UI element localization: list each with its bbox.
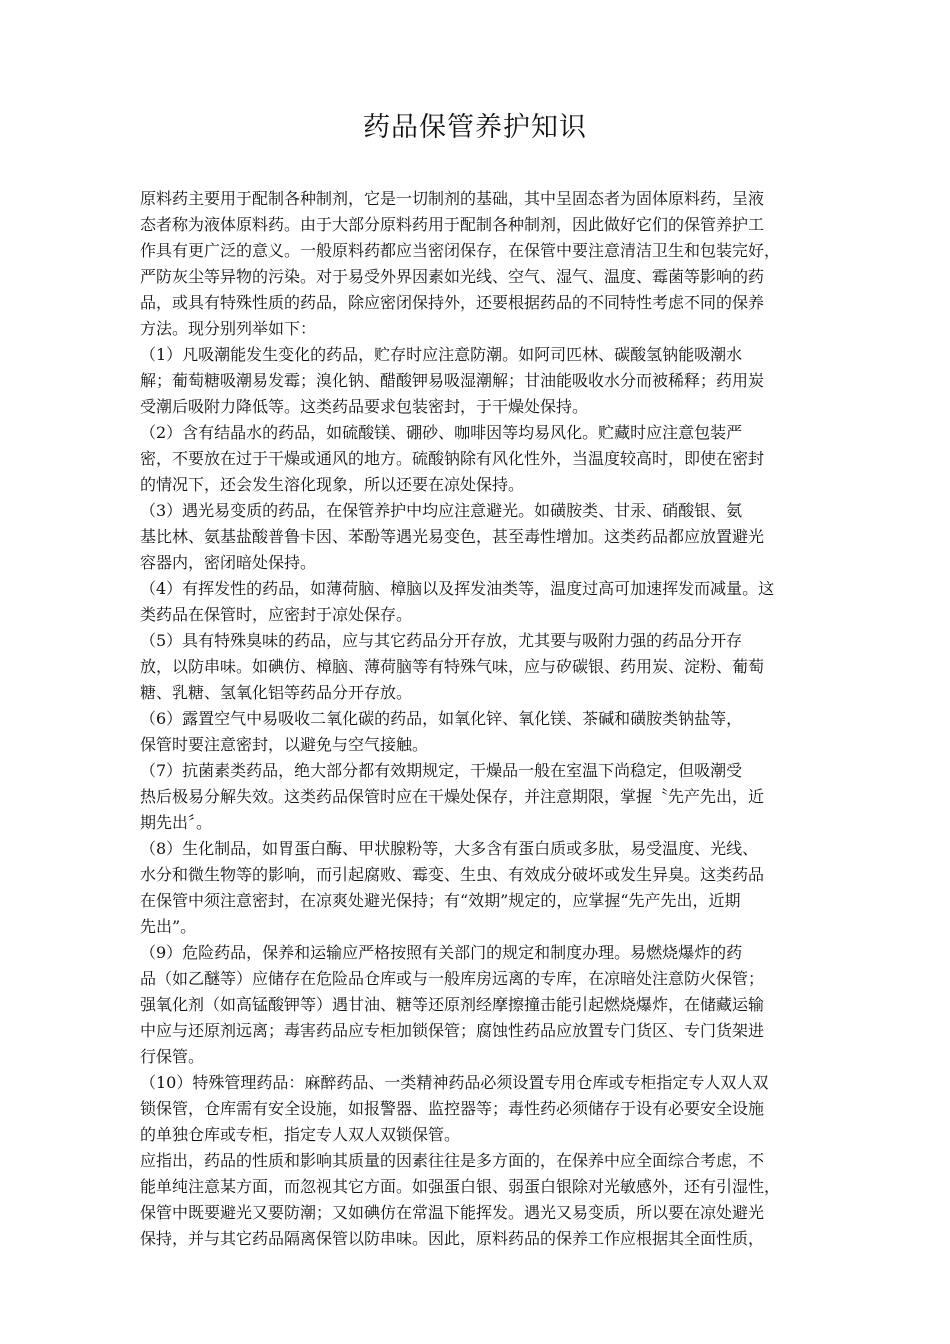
- page-title: 药品保管养护知识: [363, 112, 587, 143]
- text-line: （3）遇光易变质的药品，在保管养护中均应注意避光。如磺胺类、甘汞、硝酸银、氨: [140, 501, 743, 520]
- text-line: 基比林、氨基盐酸普鲁卡因、苯酚等遇光易变色，甚至毒性增加。这类药品都应放置避光: [140, 527, 765, 546]
- text-line: 作具有更广泛的意义。一般原料药都应当密闭保存，在保管中要注意清洁卫生和包装完好，: [140, 241, 781, 260]
- text-line: 保管中既要避光又要防潮；又如碘仿在常温下能挥发。遇光又易变质，所以要在凉处避光: [140, 1203, 765, 1222]
- text-line: 密，不要放在过于干燥或通风的地方。硫酸钠除有风化性外，当温度较高时，即使在密封: [140, 449, 765, 468]
- paragraph: [140, 706, 815, 758]
- text-line: 放，以防串味。如碘仿、樟脑、薄荷脑等有特殊气味，应与矽碳银、药用炭、淀粉、葡萄: [140, 657, 765, 676]
- text-line: 类药品在保管时，应密封于凉处保存。: [140, 605, 413, 624]
- paragraph: [140, 628, 815, 706]
- text-line: 容器内，密闭暗处保持。: [140, 553, 317, 572]
- text-line: 保持，并与其它药品隔离保管以防串味。因此，原料药品的保养工作应根据其全面性质，: [140, 1229, 765, 1248]
- paragraph: [140, 420, 815, 498]
- text-line: （8）生化制品，如胃蛋白酶、甲状腺粉等，大多含有蛋白质或多肽，易受温度、光线、: [140, 839, 759, 858]
- paragraph: [140, 1070, 815, 1148]
- text-line: 在保管中须注意密封，在凉爽处避光保持；有“效期”规定的，应掌握“先产先出，近期: [140, 891, 741, 910]
- paragraph: [140, 1148, 815, 1252]
- text-line: 锁保管，仓库需有安全设施，如报警器、监控器等；毒性药必须储存于设有必要安全设施: [140, 1099, 765, 1118]
- text-line: 水分和微生物等的影响，而引起腐败、霉变、生虫、有效成分破坏或发生异臭。这类药品: [140, 865, 765, 884]
- text-line: 的情况下，还会发生溶化现象，所以还要在凉处保持。: [140, 475, 525, 494]
- text-line: 态者称为液体原料药。由于大部分原料药用于配制各种制剂，因此做好它们的保管养护工: [140, 215, 765, 234]
- text-line: （5）具有特殊臭味的药品，应与其它药品分开存放，尤其要与吸附力强的药品分开存: [140, 631, 743, 650]
- document-body: [140, 186, 815, 1252]
- text-line: （1）凡吸潮能发生变化的药品，贮存时应注意防潮。如阿司匹林、碳酸氢钠能吸潮水: [140, 345, 743, 364]
- paragraph: [140, 186, 815, 342]
- text-line: 先出”。: [140, 917, 197, 936]
- text-line: 解；葡萄糖吸潮易发霉；溴化钠、醋酸钾易吸湿潮解；甘油能吸收水分而被稀释；药用炭: [140, 371, 765, 390]
- text-line: （6）露置空气中易吸收二氧化碳的药品，如氧化锌、氧化镁、茶碱和磺胺类钠盐等，: [140, 709, 743, 728]
- text-line: 期先出〞。: [140, 813, 213, 832]
- paragraph: [140, 342, 815, 420]
- text-line: 品，或具有特殊性质的药品，除应密闭保持外，还要根据药品的不同特性考虑不同的保养: [140, 293, 765, 312]
- paragraph: [140, 498, 815, 576]
- paragraph: [140, 576, 815, 628]
- paragraph: [140, 940, 815, 1070]
- text-line: 强氧化剂（如高锰酸钾等）遇甘油、糖等还原剂经摩擦撞击能引起燃烧爆炸，在储藏运输: [140, 995, 765, 1014]
- text-line: 的单独仓库或专柜，指定专人双人双锁保管。: [140, 1125, 461, 1144]
- text-line: 中应与还原剂远离；毒害药品应专柜加锁保管；腐蚀性药品应放置专门货区、专门货架进: [140, 1021, 765, 1040]
- text-line: 能单纯注意某方面，而忽视其它方面。如强蛋白银、弱蛋白银除对光敏感外，还有引湿性，: [140, 1177, 781, 1196]
- text-line: 品（如乙醚等）应储存在危险品仓库或与一般库房远离的专库，在凉暗处注意防火保管；: [140, 969, 765, 988]
- text-line: （2）含有结晶水的药品，如硫酸镁、硼砂、咖啡因等均易风化。贮藏时应注意包装严: [140, 423, 743, 442]
- text-line: 保管时要注意密封，以避免与空气接触。: [140, 735, 429, 754]
- text-line: 方法。现分别列举如下：: [140, 319, 317, 338]
- text-line: 糖、乳糖、氢氧化铝等药品分开存放。: [140, 683, 413, 702]
- text-line: （4）有挥发性的药品，如薄荷脑、樟脑以及挥发油类等，温度过高可加速挥发而减量。这: [140, 579, 775, 598]
- text-line: 热后极易分解失效。这类药品保管时应在干燥处保存，并注意期限，掌握〝先产先出，近: [140, 787, 765, 806]
- paragraph: [140, 836, 815, 940]
- text-line: （10）特殊管理药品：麻醉药品、一类精神药品必须设置专用仓库或专柜指定专人双人双: [140, 1073, 769, 1092]
- text-line: （9）危险药品，保养和运输应严格按照有关部门的规定和制度办理。易燃烧爆炸的药: [140, 943, 743, 962]
- paragraph: [140, 758, 815, 836]
- text-line: （7）抗菌素类药品，绝大部分都有效期规定，干燥品一般在室温下尚稳定，但吸潮受: [140, 761, 743, 780]
- text-line: 严防灰尘等异物的污染。对于易受外界因素如光线、空气、湿气、温度、霉菌等影响的药: [140, 267, 765, 286]
- text-line: 行保管。: [140, 1047, 205, 1066]
- text-line: 应指出，药品的性质和影响其质量的因素往往是多方面的，在保养中应全面综合考虑，不: [140, 1151, 765, 1170]
- text-line: 受潮后吸附力降低等。这类药品要求包装密封，于干燥处保持。: [140, 397, 589, 416]
- text-line: 原料药主要用于配制各种制剂，它是一切制剂的基础，其中呈固态者为固体原料药，呈液: [140, 189, 765, 208]
